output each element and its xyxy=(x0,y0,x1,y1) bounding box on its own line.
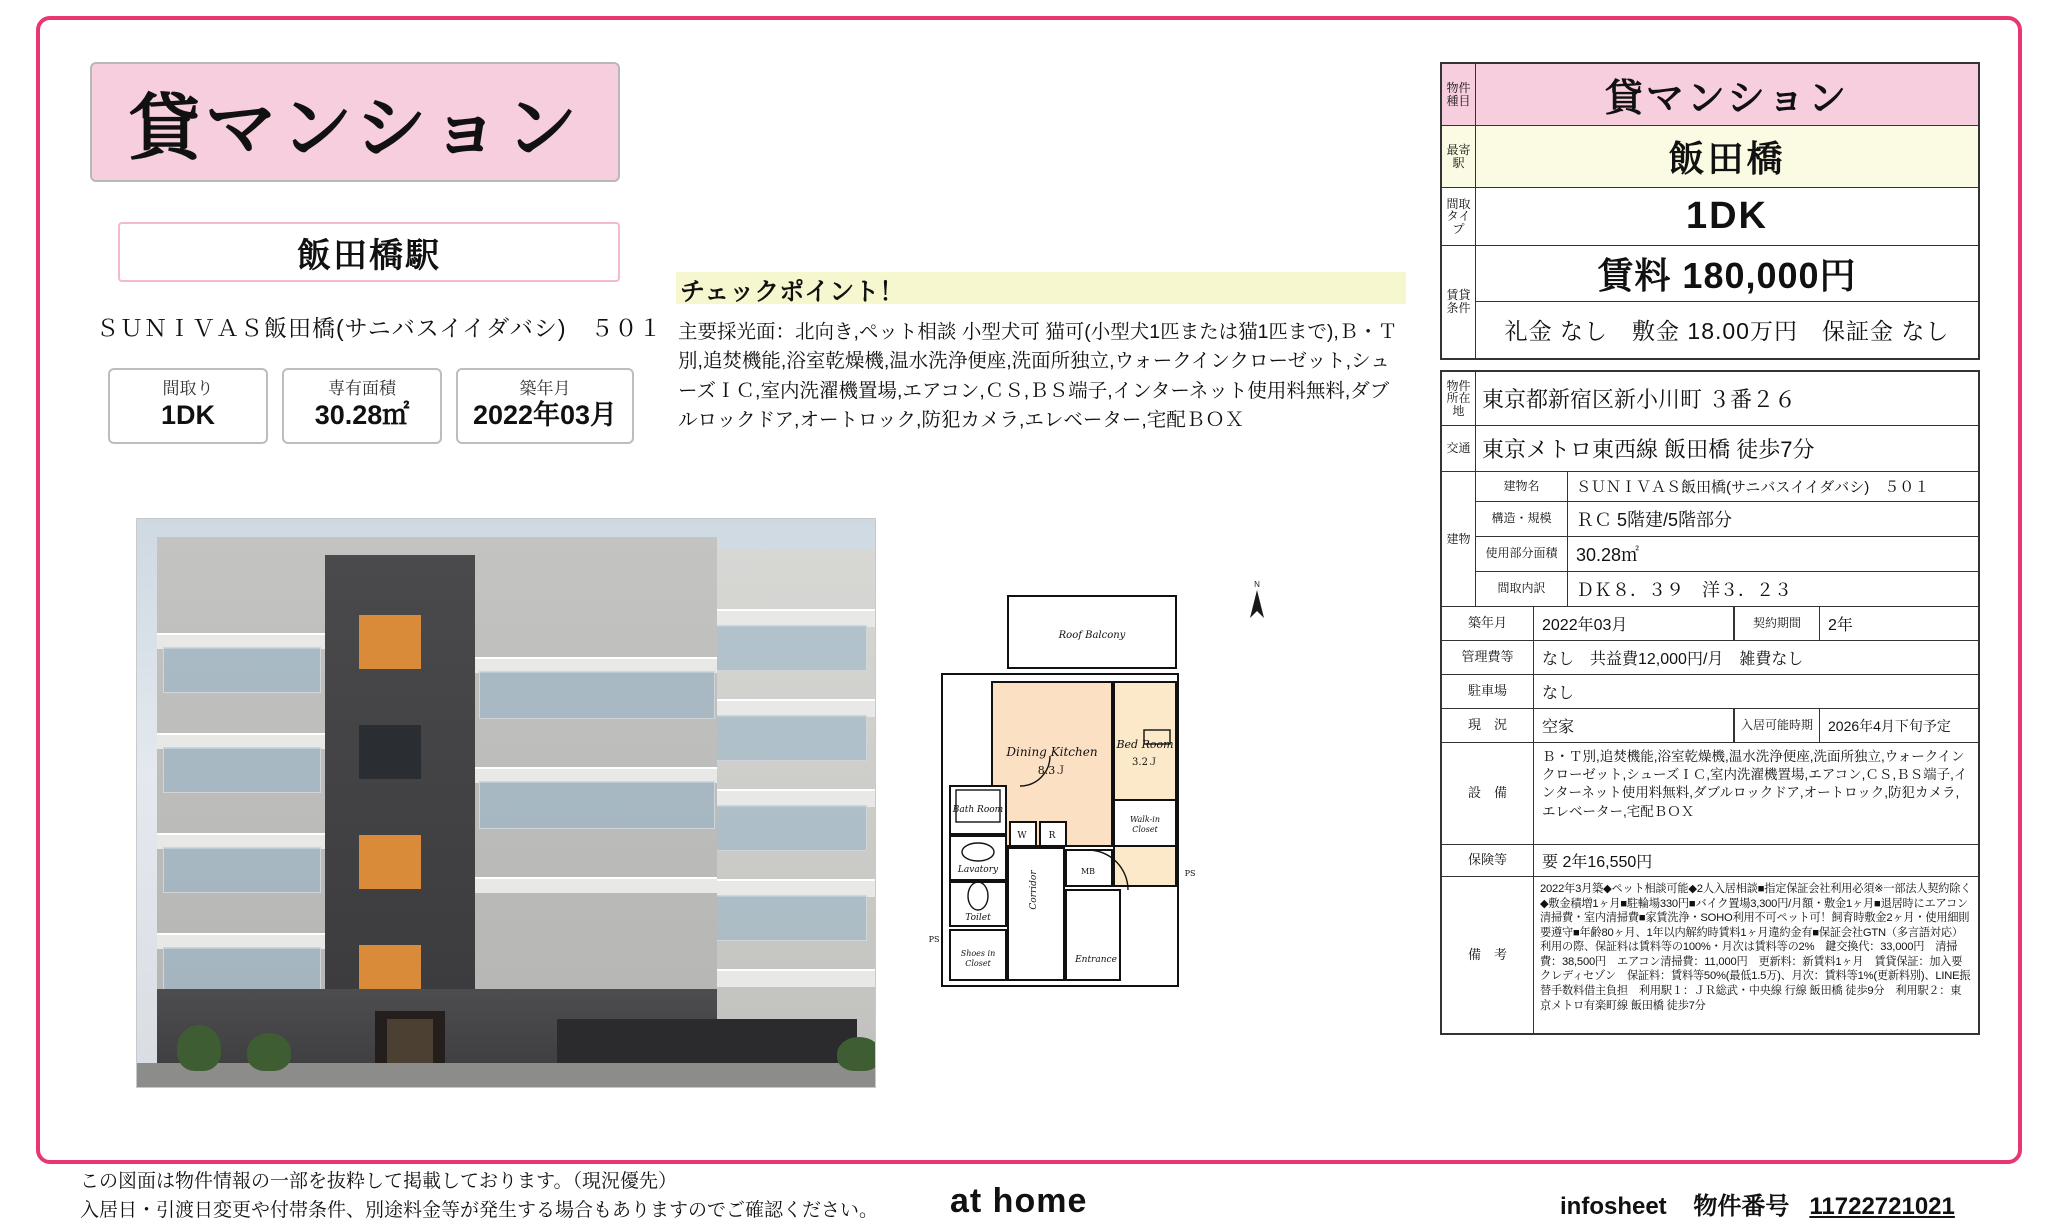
label-address: 物件所在地 xyxy=(1442,372,1476,425)
label-remarks: 備 考 xyxy=(1442,877,1534,1033)
footer-note xyxy=(80,1168,878,1225)
spec-area-value: 30.28㎡ xyxy=(315,399,410,431)
label-lavatory: Lavatory xyxy=(957,865,999,875)
value-year: 2022年03月 xyxy=(1534,607,1734,640)
row-rent-terms xyxy=(1442,246,1978,358)
athome-logo-text: at home xyxy=(950,1182,1087,1220)
station-label: 飯田橋駅 xyxy=(297,228,441,277)
row-year-contract xyxy=(1442,607,1978,641)
label-corridor: Corridor xyxy=(1029,870,1039,910)
label-walk-in-closet: Walk-in xyxy=(1130,815,1160,824)
value-contract: 2年 xyxy=(1820,607,1978,640)
label-dk-size: 8.3Ｊ xyxy=(1038,764,1067,777)
label-toilet: Toilet xyxy=(965,913,991,923)
row-insurance xyxy=(1442,845,1978,877)
label-bath-room: Bath Room xyxy=(952,805,1003,815)
value-parking: なし xyxy=(1534,675,1978,708)
value-station: 飯田橋 xyxy=(1476,126,1978,187)
label-building: 建物 xyxy=(1442,472,1476,606)
photo-plant xyxy=(177,1025,221,1071)
label-management-fee: 管理費等 xyxy=(1442,641,1534,674)
value-area: 30.28㎡ xyxy=(1568,537,1978,571)
row-layout-detail xyxy=(1476,572,1978,606)
value-movein: 2026年4月下旬予定 xyxy=(1820,709,1978,742)
spec-layout-label: 間取り xyxy=(163,380,214,399)
value-structure: ＲＣ 5階建/5階部分 xyxy=(1568,502,1978,536)
footer-note-line1: この図面は物件情報の一部を抜粋して掲載しております。（現況優先） xyxy=(80,1168,878,1197)
details-table xyxy=(1440,62,1980,1045)
label-station: 最寄駅 xyxy=(1442,126,1476,187)
row-equipment xyxy=(1442,743,1978,845)
photo-ground xyxy=(137,1063,876,1087)
footer-note-line2: 入居日・引渡日変更や付帯条件、別途料金等が発生する場合もありますのでご確認ください。 xyxy=(80,1197,878,1225)
value-remarks: 2022年3月築◆ペット相談可能◆2人入居相談■指定保証会社利用必須※一部法人契約除く◆敷金積増1ヶ月■駐輪場330円■バイク置場3,300円/月額・敷金1ヶ月■退居時にエアコン清掃費・室内清掃費■家賃洗浄・SOHO利用不可ペット可！飼育時敷金2ヶ月・使用細則要遵守■年齢80ヶ月、1年以内解約時賃料1ヶ月違約金有■保証会社GTN（多言語対応）利用の際、保証料は賃料等の100%・月次は賃料等の2% 鍵交換代：33,000円 清掃費：38,500円 エアコン清掃費：11,000円 更新料：新賃料1ヶ月 賃貸保証：加入要 クレディセゾン 保証料：賃料等50%(最低1.5万)、月次：賃料等1%(更新料別)、LINE振替手数料借主負担 利用駅１：ＪＲ総武・中央線 行線 飯田橋 徒歩9分 利用駅２：東京メトロ有楽町線 飯田橋 徒歩7分 xyxy=(1534,877,1978,1033)
row-access xyxy=(1442,426,1978,472)
label-contract: 契約期間 xyxy=(1734,607,1820,640)
checkpoint-title: チェックポイント！ xyxy=(680,272,904,308)
row-address xyxy=(1442,372,1978,426)
row-building xyxy=(1442,472,1978,607)
building-photo xyxy=(136,518,876,1088)
label-access: 交通 xyxy=(1442,426,1476,471)
row-station xyxy=(1442,126,1978,188)
property-no-value: 11722721021 xyxy=(1809,1193,1955,1220)
label-roof-balcony: Roof Balcony xyxy=(1058,630,1126,641)
value-address: 東京都新宿区新小川町 ３番２６ xyxy=(1476,372,1978,425)
spec-year xyxy=(456,368,634,444)
floor-plan xyxy=(900,590,1360,1010)
athome-logo xyxy=(950,1182,1087,1221)
svg-text:Closet: Closet xyxy=(1132,825,1158,834)
summary-block xyxy=(1440,62,1980,360)
building-name: ＳＵＮＩＶＡＳ飯田橋(サニバスイイダバシ) ５０１ xyxy=(96,310,736,343)
spec-layout-value: 1DK xyxy=(161,399,215,431)
label-ps-right: PS xyxy=(1185,869,1196,878)
property-type-title xyxy=(90,62,620,182)
value-building-name: ＳＵＮＩＶＡＳ飯田橋(サニバスイイダバシ) ５０１ xyxy=(1568,472,1978,501)
checkpoint-body: 主要採光面：北向き,ペット相談 小型犬可 猫可(小型犬1匹または猫1匹まで),Ｂ・Ｔ別,追焚機能,浴室乾燥機,温水洗浄便座,洗面所独立,ウォークインクローゼット,シューズＩＣ,室内洗濯機置場,エアコン,ＣＳ,ＢＳ端子,インターネット使用料無料,ダブルロックドア,オートロック,防犯カメラ,エレベーター,宅配ＢＯＸ xyxy=(678,318,1406,435)
label-mb: MB xyxy=(1081,867,1095,876)
label-structure: 構造・規模 xyxy=(1476,502,1568,536)
label-building-name: 建物名 xyxy=(1476,472,1568,501)
row-status xyxy=(1442,709,1978,743)
spec-year-value: 2022年03月 xyxy=(473,399,617,431)
spec-area-label: 専有面積 xyxy=(328,380,396,399)
label-insurance: 保険等 xyxy=(1442,845,1534,876)
row-building-name xyxy=(1476,472,1978,502)
row-parking xyxy=(1442,675,1978,709)
photo-dark-facade xyxy=(325,555,475,1055)
value-access: 東京メトロ東西線 飯田橋 徒歩7分 xyxy=(1476,426,1978,471)
svg-text:N: N xyxy=(1254,580,1260,589)
label-area: 使用部分面積 xyxy=(1476,537,1568,571)
label-parking: 駐車場 xyxy=(1442,675,1534,708)
property-type-text: 貸マンション xyxy=(129,70,582,174)
value-equipment: Ｂ・Ｔ別,追焚機能,浴室乾燥機,温水洗浄便座,洗面所独立,ウォークインクローゼット,シューズＩＣ,室内洗濯機置場,エアコン,ＣＳ,ＢＳ端子,インターネット使用料無料,ダブルロックドア,オートロック,防犯カメラ,エレベーター,宅配ＢＯＸ xyxy=(1534,743,1978,844)
svg-text:Closet: Closet xyxy=(965,959,991,968)
row-area xyxy=(1476,537,1978,572)
label-status: 現 況 xyxy=(1442,709,1534,742)
value-insurance: 要 2年16,550円 xyxy=(1534,845,1978,876)
label-w: W xyxy=(1017,831,1027,841)
label-year: 築年月 xyxy=(1442,607,1534,640)
infosheet-label: infosheet xyxy=(1560,1193,1667,1220)
label-layout-type: 間取タイプ xyxy=(1442,188,1476,245)
value-deposit: 礼金 なし 敷金 18.00万円 保証金 なし xyxy=(1505,313,1950,346)
row-structure xyxy=(1476,502,1978,537)
label-shoes-in-closet: Shoes in xyxy=(961,949,996,958)
value-rent: 賃料 180,000円 xyxy=(1597,248,1856,299)
value-layout-type: 1DK xyxy=(1476,188,1978,245)
label-rent-terms: 賃貸条件 xyxy=(1442,246,1476,358)
spec-area xyxy=(282,368,442,444)
station-box xyxy=(118,222,620,282)
value-layout-detail: ＤＫ８．３９ 洋３．２３ xyxy=(1568,572,1978,606)
label-bed-room: Bed Room xyxy=(1115,738,1173,751)
label-movein: 入居可能時期 xyxy=(1734,709,1820,742)
label-equipment: 設 備 xyxy=(1442,743,1534,844)
label-bed-size: 3.2Ｊ xyxy=(1132,757,1158,768)
property-no-label: 物件番号 xyxy=(1693,1193,1789,1220)
row-layout-type xyxy=(1442,188,1978,246)
infosheet-footer xyxy=(1560,1186,1955,1221)
row-property-type xyxy=(1442,64,1978,126)
label-layout-detail: 間取内訳 xyxy=(1476,572,1568,606)
label-r: R xyxy=(1049,831,1056,841)
row-management-fee xyxy=(1442,641,1978,675)
label-dining-kitchen: Dining Kitchen xyxy=(1005,745,1097,759)
spec-row xyxy=(108,368,634,444)
photo-plant xyxy=(837,1037,876,1071)
row-remarks xyxy=(1442,877,1978,1033)
spec-layout xyxy=(108,368,268,444)
spec-year-label: 築年月 xyxy=(520,380,571,399)
label-property-type: 物件種目 xyxy=(1442,64,1476,125)
value-management-fee: なし 共益費12,000円/月 雑費なし xyxy=(1534,641,1978,674)
value-status: 空家 xyxy=(1534,709,1734,742)
value-property-type: 貸マンション xyxy=(1476,64,1978,125)
address-block xyxy=(1440,370,1980,1035)
label-entrance: Entrance xyxy=(1074,955,1117,965)
photo-plant xyxy=(247,1033,291,1071)
label-ps-left: PS xyxy=(929,935,940,944)
